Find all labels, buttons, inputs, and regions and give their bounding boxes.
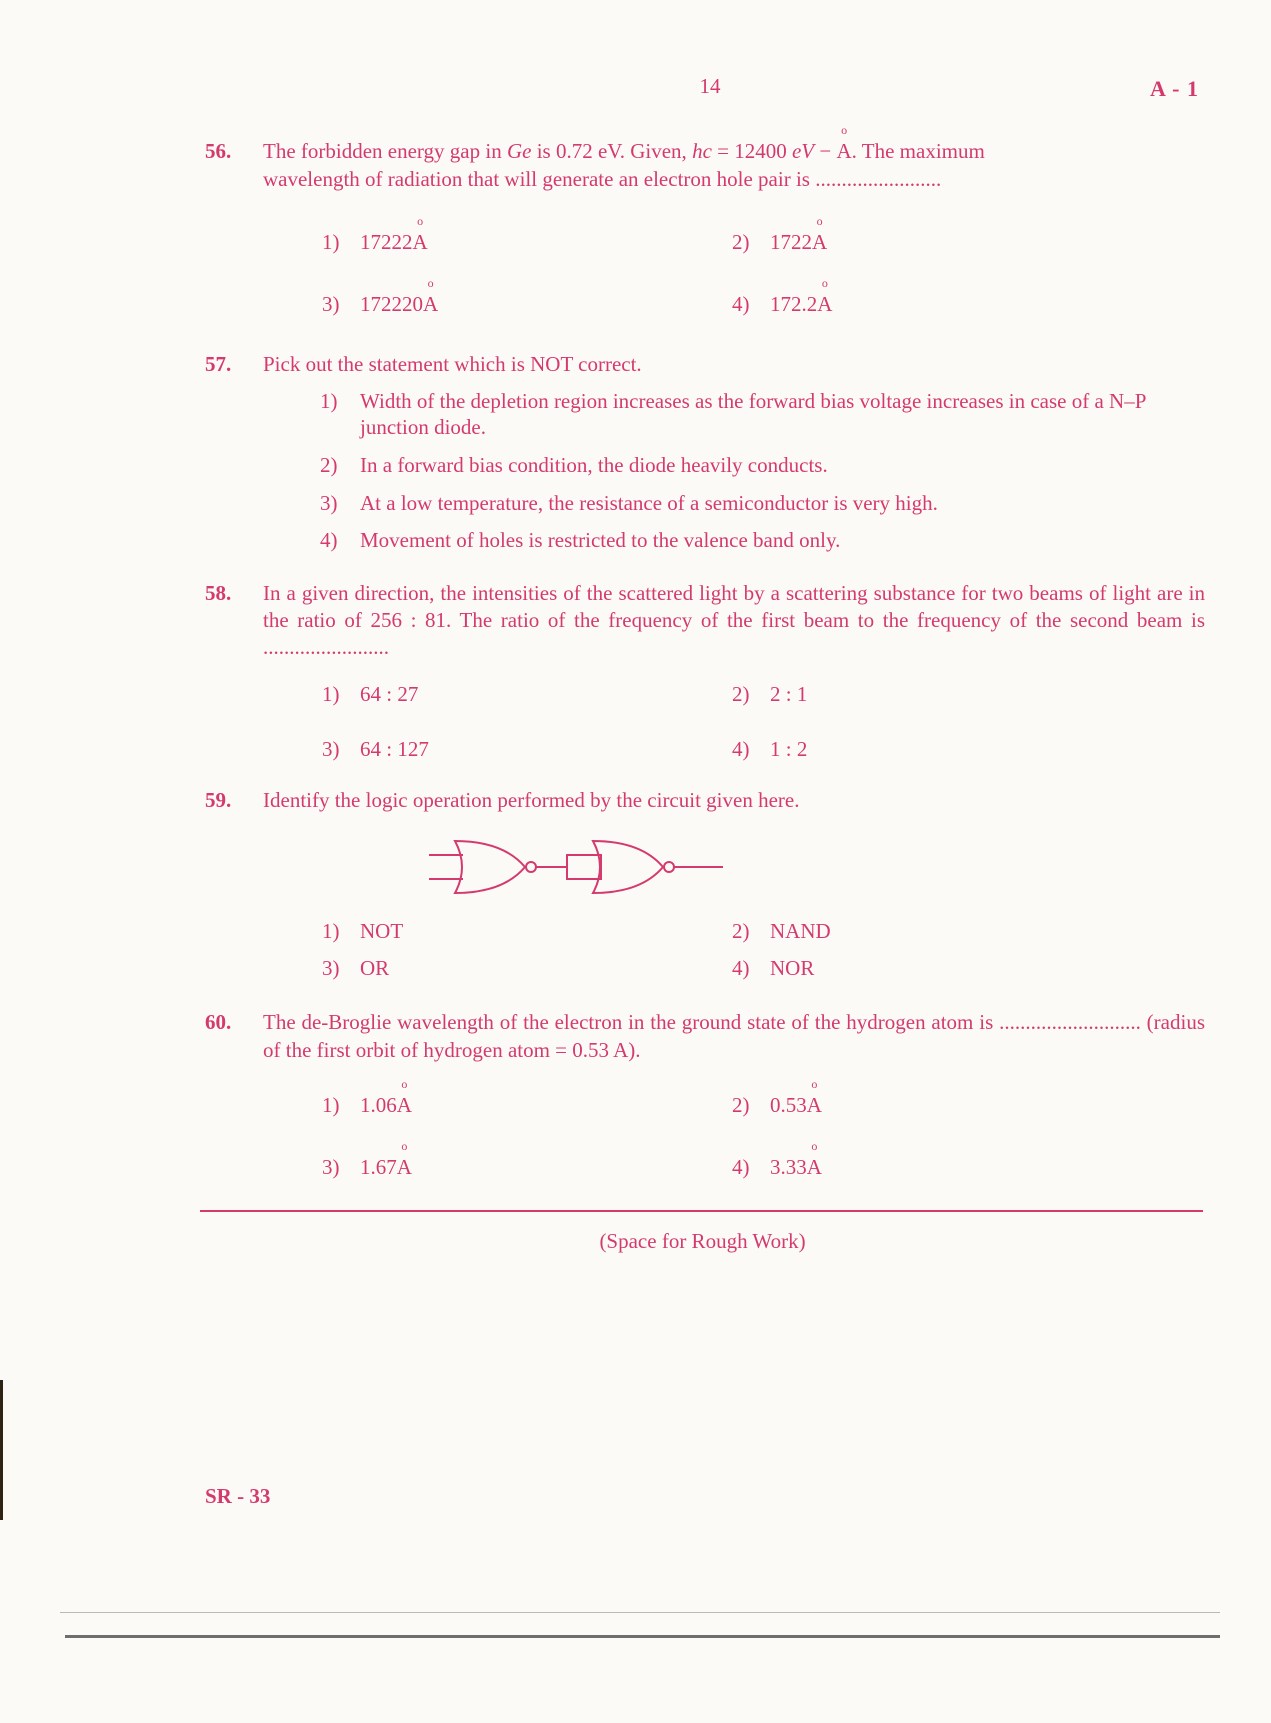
q57-option-4[interactable]: 4) Movement of holes is restricted to the valence band only.: [320, 528, 841, 552]
question-57: [205, 350, 1205, 378]
q57-option-3[interactable]: 3) At a low temperature, the resistance of a semiconductor is very high.: [320, 491, 938, 515]
or-gate-body: [593, 841, 663, 893]
question-58: [205, 580, 1205, 661]
question-60: [205, 1008, 1205, 1064]
q58-option-2[interactable]: 2) 2 : 1: [732, 682, 808, 706]
inverter-bubble: [526, 862, 536, 872]
rough-work-label: (Space for Rough Work): [599, 1229, 806, 1253]
scan-artifact-line: [65, 1635, 1220, 1638]
q56-option-2[interactable]: 2) 1722o A: [732, 228, 827, 256]
question-number: 59.: [205, 788, 232, 812]
q59-option-2[interactable]: 2) NAND: [732, 919, 831, 943]
or-gate-body: [455, 841, 525, 893]
question-text: The de-Broglie wavelength of the electron in the ground state of the hydrogen atom is ........................... (radius of the first orbit of hydrogen atom = 0.53 A).: [263, 1010, 1205, 1062]
question-text: The forbidden energy gap in Ge is 0.72 eV. Given, hc = 12400 eV − o A. The maximum wavelength of radiation that will generate an electron hole pair is ........................: [263, 137, 1205, 193]
scan-edge-mark: [0, 1380, 3, 1520]
question-text: Identify the logic operation performed by the circuit given here.: [263, 788, 800, 812]
q58-option-1[interactable]: 1) 64 : 27: [322, 682, 419, 706]
nor-gate-2: [567, 841, 674, 893]
divider-line: [200, 1210, 1203, 1212]
q60-option-4[interactable]: 4) 3.33o A: [732, 1153, 822, 1181]
question-text: In a given direction, the intensities of the scattered light by a scattering substance for two beams of light are in the ratio of 256 : 81. The ratio of the frequency of the first beam to the frequency of the second beam is ........................: [263, 581, 1205, 659]
q56-option-3[interactable]: 3) 172220o A: [322, 290, 438, 318]
footer-code: SR - 33: [205, 1484, 271, 1508]
question-text: Pick out the statement which is NOT correct.: [263, 352, 642, 376]
q56-option-4[interactable]: 4) 172.2o A: [732, 290, 832, 318]
question-number: 60.: [205, 1010, 232, 1034]
question-number: 58.: [205, 581, 232, 605]
q60-option-3[interactable]: 3) 1.67o A: [322, 1153, 412, 1181]
question-56: [205, 137, 1205, 193]
shorted-inputs: [567, 855, 601, 879]
page-number: 14: [699, 74, 721, 98]
q57-option-2[interactable]: 2) In a forward bias condition, the diode heavily conducts.: [320, 453, 828, 477]
q59-option-3[interactable]: 3) OR: [322, 956, 390, 980]
q60-option-1[interactable]: 1) 1.06o A: [322, 1091, 412, 1119]
inverter-bubble: [664, 862, 674, 872]
q59-option-4[interactable]: 4) NOR: [732, 956, 815, 980]
q57-option-1[interactable]: 1) Width of the depletion region increases as the forward bias voltage increases in case of a N–P junction diode.: [320, 389, 1146, 439]
scan-artifact-line: [60, 1612, 1220, 1613]
nor-gate-1: [429, 841, 536, 893]
q60-option-2[interactable]: 2) 0.53o A: [732, 1091, 822, 1119]
question-number: 56.: [205, 139, 232, 163]
q59-option-1[interactable]: 1) NOT: [322, 919, 404, 943]
q56-option-1[interactable]: 1) 17222o A: [322, 228, 428, 256]
q58-option-3[interactable]: 3) 64 : 127: [322, 737, 429, 761]
question-number: 57.: [205, 352, 232, 376]
q58-option-4[interactable]: 4) 1 : 2: [732, 737, 808, 761]
paper-code: A - 1: [1150, 76, 1199, 101]
logic-circuit-diagram: [425, 831, 735, 911]
question-59: [205, 786, 1205, 814]
